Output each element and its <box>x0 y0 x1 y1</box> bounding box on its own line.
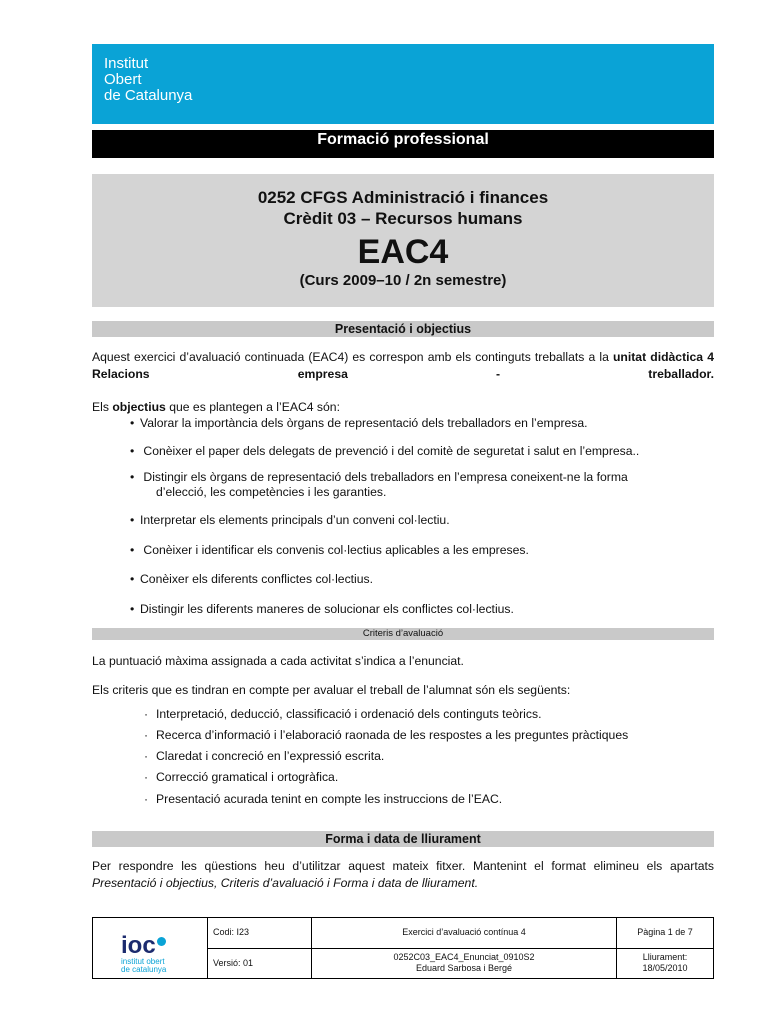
footer-delivery <box>617 952 713 974</box>
footer-page: Pàgina 1 de 7 <box>637 927 693 937</box>
list-item <box>130 470 690 500</box>
divider <box>207 948 713 949</box>
footer-file-info <box>312 952 616 974</box>
course-period: (Curs 2009–10 / 2n semestre) <box>299 272 507 289</box>
ioc-logo-word: ioc <box>121 932 156 959</box>
objective-text: Interpretar els elements principals d’un conveni col·lectiu. <box>140 513 450 527</box>
delivery-text-line2: Presentació i objectius, Criteris d’avaluació i Forma i data de lliurament. <box>92 876 479 890</box>
bullet-icon: • <box>130 470 135 484</box>
institution-line: Obert <box>104 71 142 88</box>
objective-text: Valorar la importància dels òrgans de representació dels treballadors en l’empresa. <box>140 416 588 430</box>
footer-delivery-date: 18/05/2010 <box>642 963 688 973</box>
list-item <box>144 728 628 742</box>
course-title: 0252 CFGS Administració i finances <box>257 188 549 207</box>
list-item <box>130 572 690 587</box>
intro-bold: unitat didàctica 4 Relacions empresa - treballador. <box>92 350 714 381</box>
objective-continuation: d’elecció, les competències i les garanties. <box>156 485 387 499</box>
bullet-icon: • <box>130 416 135 430</box>
criterion-text: Recerca d’informació i l’elaboració raonada de les respostes a les preguntes pràctiques <box>156 728 629 742</box>
max-score-text: La puntuació màxima assignada a cada activitat s’indica a l’enunciat. <box>92 654 464 668</box>
list-item <box>130 602 690 617</box>
ioc-logo-sub1: institut obert <box>121 957 165 966</box>
band-title: Formació professional <box>92 130 714 158</box>
dot-icon: · <box>144 707 149 721</box>
dot-icon: · <box>144 728 149 742</box>
bullet-icon: • <box>130 543 135 557</box>
list-item <box>144 770 338 784</box>
credit-title: Crèdit 03 – Recursos humans <box>283 209 523 228</box>
objective-text: Conèixer el paper dels delegats de prevenció i del comitè de seguretat i salut en l’empresa.. <box>143 444 640 458</box>
criterion-text: Interpretació, deducció, classificació i ordenació dels continguts teòrics. <box>156 707 542 721</box>
objectives-bold: objectius <box>112 400 166 414</box>
list-item <box>130 444 690 459</box>
list-item <box>130 513 690 528</box>
delivery-text-line1: Per respondre les qüestions heu d’utilitzar aquest mateix fitxer. Mantenint el format elimineu els apartats <box>92 859 714 873</box>
bullet-icon: • <box>130 444 135 458</box>
header-banner <box>92 44 714 124</box>
list-item <box>144 749 384 763</box>
bullet-icon: • <box>130 513 135 527</box>
criterion-text: Correcció gramatical i ortogràfica. <box>156 770 339 784</box>
objective-text: Distingir les diferents maneres de solucionar els conflictes col·lectius. <box>140 602 514 616</box>
institution-logo <box>104 56 192 104</box>
section-heading-criteria: Criteris d’avaluació <box>92 628 714 640</box>
institution-line: de Catalunya <box>104 87 193 104</box>
intro-paragraph <box>92 349 714 383</box>
dot-icon: · <box>144 770 149 784</box>
objectives-prefix: Els <box>92 400 113 414</box>
ioc-logo-sub2: de catalunya <box>121 965 167 974</box>
institution-line: Institut <box>104 55 149 72</box>
objectives-intro <box>92 399 714 416</box>
ioc-logo <box>121 934 191 974</box>
ioc-dot-icon <box>157 937 166 946</box>
objectives-suffix: que es plantegen a l’EAC4 són: <box>165 400 340 414</box>
footer-file-name: 0252C03_EAC4_Enunciat_0910S2 <box>393 952 535 962</box>
footer-exercise: Exercici d’avaluació contínua 4 <box>402 927 526 937</box>
dot-icon: · <box>144 749 149 763</box>
title-block <box>92 174 714 307</box>
footer-author: Eduard Sarbosa i Bergé <box>415 963 513 973</box>
criterion-text: Presentació acurada tenint en compte les instruccions de l’EAC. <box>156 792 503 806</box>
list-item <box>144 792 502 806</box>
section-heading-presentation: Presentació i objectius <box>92 321 714 337</box>
objective-text: Conèixer els diferents conflictes col·lectius. <box>140 572 374 586</box>
objective-text: Distingir els òrgans de representació dels treballadors en l’empresa coneixent-ne la forma <box>143 470 628 484</box>
footer-delivery-label: Lliurament: <box>642 952 688 962</box>
criteria-intro: Els criteris que es tindran en compte per avaluar el treball de l’alumnat són els següents: <box>92 683 571 697</box>
list-item <box>130 543 690 558</box>
list-item <box>144 707 541 721</box>
bullet-icon: • <box>130 602 135 616</box>
exercise-code: EAC4 <box>357 233 449 271</box>
dot-icon: · <box>144 792 149 806</box>
footer-table <box>92 917 714 979</box>
bullet-icon: • <box>130 572 135 586</box>
footer-code: Codi: I23 <box>213 927 250 937</box>
objective-text: Conèixer i identificar els convenis col·lectius aplicables a les empreses. <box>143 543 529 557</box>
criterion-text: Claredat i concreció en l’expressió escrita. <box>156 749 385 763</box>
section-heading-delivery: Forma i data de lliurament <box>92 831 714 847</box>
list-item <box>130 416 690 431</box>
intro-text: Aquest exercici d’avaluació continuada (EAC4) es correspon amb els continguts treballats a la <box>92 350 613 364</box>
footer-version: Versió: 01 <box>213 958 254 968</box>
